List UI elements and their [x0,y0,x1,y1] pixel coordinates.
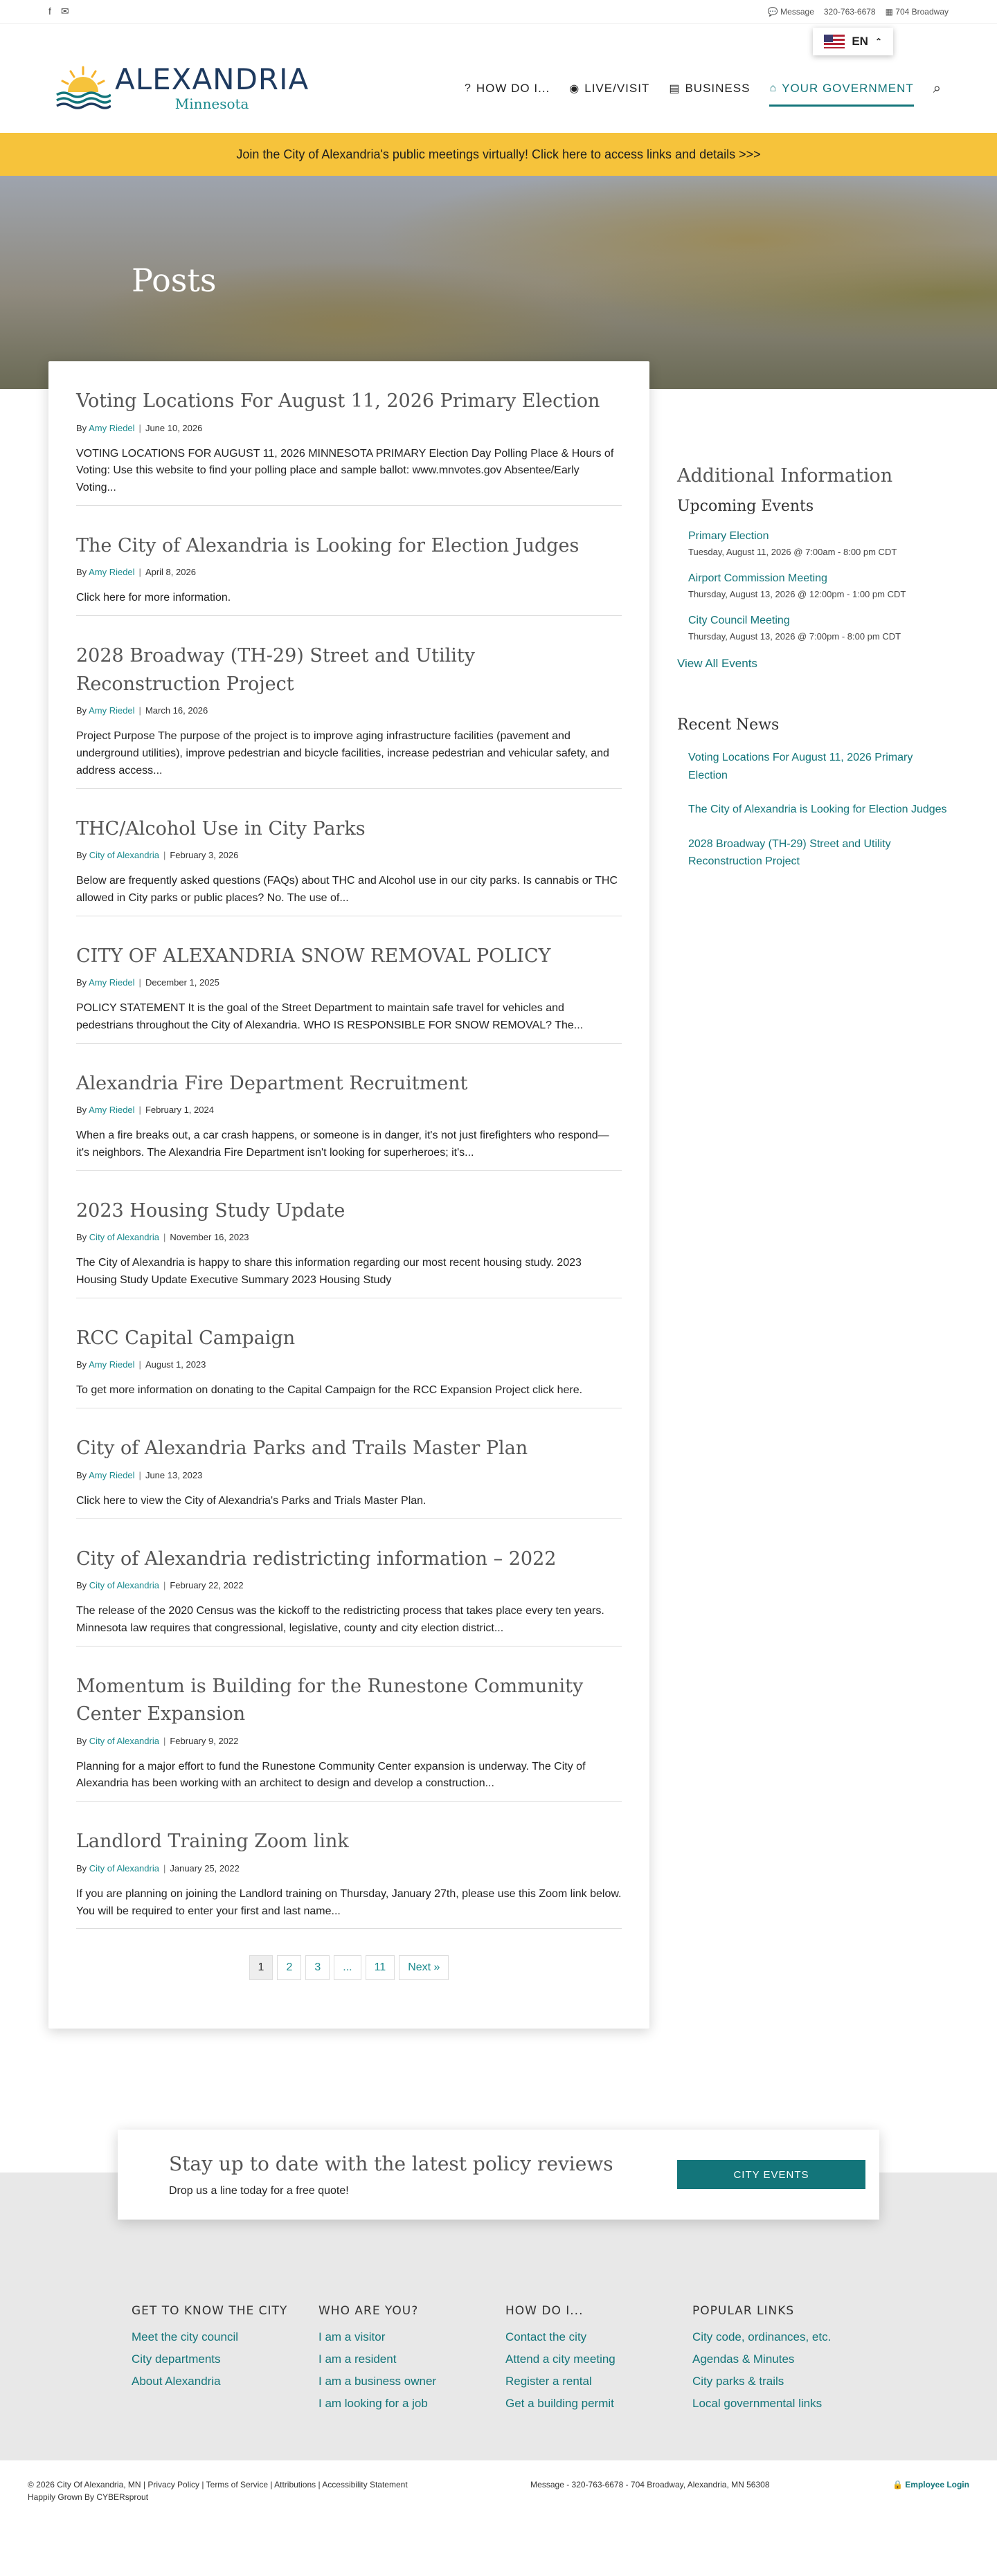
bottom-bar [0,2460,997,2525]
nav-business[interactable] [669,71,750,107]
building-icon: ▤ [669,83,681,95]
footer-column [318,2304,492,2419]
by-label: By [76,977,87,988]
by-label: By [76,1232,87,1243]
posts-list [48,361,649,2029]
post-title-link[interactable]: City of Alexandria Parks and Trails Master Plan [76,1437,528,1460]
meta-separator: | [138,705,141,716]
footer-link[interactable]: City parks & trails [692,2375,784,2388]
footer-heading: POPULAR LINKS [692,2304,795,2319]
email-icon[interactable]: ✉ [60,6,69,17]
footer-link[interactable]: About Alexandria [132,2375,221,2388]
footer-contact: Message - 320-763-6678 - 704 Broadway, Alexandria, MN 56308 [530,2480,770,2490]
post-title-link[interactable]: RCC Capital Campaign [76,1327,296,1349]
by-label: By [76,705,87,716]
post-item [76,1070,622,1171]
us-flag-icon [824,35,845,48]
post-title-link[interactable]: The City of Alexandria is Looking for Election Judges [76,534,580,556]
post-meta [76,423,622,433]
by-label: By [76,567,87,578]
post-title-link[interactable]: Voting Locations For August 11, 2026 Primary Election [76,390,600,412]
nav-label: BUSINESS [685,82,751,95]
view-all-events-link[interactable]: View All Events [677,657,757,670]
post-title-link[interactable]: 2023 Housing Study Update [76,1199,345,1222]
message-label: Message [780,6,814,17]
event-date: Tuesday, August 11, 2026 @ 7:00am - 8:00 pm CDT [688,547,897,557]
post-meta [76,977,622,988]
post-author-link[interactable]: Amy Riedel [89,422,135,433]
post-excerpt: Below are frequently asked questions (FAQs) about THC and Alcohol use in our city parks. Is cannabis or THC allowed in City parks or public places? No. The use of... [76,875,618,904]
meta-separator: | [163,1735,166,1746]
post-title-link[interactable]: CITY OF ALEXANDRIA SNOW REMOVAL POLICY [76,945,551,967]
post-excerpt: Project Purpose The purpose of the project is to improve aging infrastructure facilities (pavement and underground utilities), improve pedestrian and bicycle facilities, increase pedestrian and vehicular safety, and address access... [76,730,609,777]
contact-info [768,7,949,17]
event-title-link[interactable]: City Council Meeting [688,615,790,626]
post-author-link[interactable]: City of Alexandria [89,1862,159,1874]
newsletter-subtitle: Drop us a line today for a free quote! [169,2184,349,2197]
events-heading: Upcoming Events [677,498,814,515]
social-links [48,6,69,17]
event-title-link[interactable]: Primary Election [688,530,769,542]
post-excerpt: The City of Alexandria is happy to share this information regarding our most recent housing study. 2023 Housing Study Update Executive Summary 2023 Housing Study [76,1257,582,1287]
sun-wave-logo-icon [55,64,111,113]
recent-news-link[interactable]: Voting Locations For August 11, 2026 Primary Election [688,752,913,781]
employee-login-link[interactable] [892,2480,969,2489]
post-excerpt: When a fire breaks out, a car crash happens, or someone is in danger, it's not just firefighters who respond—it's neighbors. The Alexandria Fire Department isn't looking for superheroes; it's... [76,1130,609,1159]
post-date: March 16, 2026 [145,705,208,716]
post-date: June 10, 2026 [145,422,203,433]
site-footer [0,2268,997,2460]
footer-link[interactable]: Meet the city council [132,2330,239,2344]
post-meta [76,705,622,716]
post-meta [76,1580,622,1590]
main-content [0,389,997,2029]
post-excerpt: If you are planning on joining the Landlord training on Thursday, January 27th, please use this Zoom link below. You will be required to enter your first and last name... [76,1887,622,1917]
post-excerpt: Planning for a major effort to fund the Runestone Community Center expansion is underway. The City of Alexandria has been working with an architect to design and develop a construction... [76,1760,586,1790]
post-author-link[interactable]: Amy Riedel [89,1105,135,1116]
post-meta [76,1863,622,1874]
event-date: Thursday, August 13, 2026 @ 12:00pm - 1:00 pm CDT [688,589,906,599]
post-author-link[interactable]: Amy Riedel [89,1469,135,1480]
footer-link[interactable]: City departments [132,2352,221,2366]
meta-separator: | [138,422,141,433]
language-selector[interactable] [813,28,893,55]
footer-heading: HOW DO I... [505,2304,584,2319]
post-author-link[interactable]: City of Alexandria [89,850,159,861]
post-item [76,532,622,616]
post-author-link[interactable]: City of Alexandria [89,1232,159,1243]
meta-separator: | [163,1862,166,1874]
newsletter-card [118,2130,879,2220]
recent-news-link[interactable]: 2028 Broadway (TH-29) Street and Utility Reconstruction Project [688,837,891,868]
pagination-ellipsis: ... [334,1955,361,1980]
compass-icon: ◉ [569,83,580,95]
legal-links: © 2026 City Of Alexandria, MN | Privacy Policy | Terms of Service | Attributions | Accessibility Statement [28,2480,408,2490]
nav-live-visit[interactable] [569,71,649,107]
newsletter-section [0,2130,997,2268]
post-item [76,943,622,1044]
post-meta [76,1232,622,1242]
footer-link[interactable]: Local governmental links [692,2397,823,2411]
city-events-button[interactable]: CITY EVENTS [677,2160,865,2189]
by-label: By [76,1469,87,1480]
nav-label: HOW DO I... [476,82,550,95]
post-date: April 8, 2026 [145,567,196,578]
footer-column [692,2304,865,2419]
meta-separator: | [163,1232,166,1243]
event-title-link[interactable]: Airport Commission Meeting [688,572,827,584]
post-meta [76,850,622,860]
address-link[interactable]: ▦ 704 Broadway [885,6,949,17]
post-date: December 1, 2025 [145,977,219,988]
footer-link[interactable]: Register a rental [505,2375,592,2388]
post-date: February 1, 2024 [145,1105,214,1116]
post-item [76,1545,622,1647]
footer-link[interactable]: I am a resident [318,2352,397,2366]
post-item [76,815,622,916]
newsletter-title: Stay up to date with the latest policy reviews [169,2152,613,2175]
post-item [76,388,622,506]
message-link[interactable]: 💬 Message [767,6,814,17]
post-author-link[interactable]: Amy Riedel [89,705,135,716]
post-meta [76,1359,622,1370]
meta-separator: | [138,1359,141,1370]
post-item [76,1673,622,1802]
pagination-link[interactable]: Next » [399,1955,449,1980]
by-label: By [76,1359,87,1370]
government-icon: ⌂ [769,82,778,94]
site-header [0,24,997,133]
post-author-link[interactable]: Amy Riedel [89,977,135,988]
nav-label: YOUR GOVERNMENT [782,82,914,95]
facebook-icon[interactable]: f [48,6,51,17]
footer-heading: GET TO KNOW THE CITY [132,2304,288,2319]
meetings-banner[interactable]: Join the City of Alexandria's public meetings virtually! Click here to access links and details >>> [0,133,997,176]
post-author-link[interactable]: City of Alexandria [89,1580,159,1591]
post-item [76,1435,622,1518]
footer-link[interactable]: I am looking for a job [318,2397,428,2411]
site-logo[interactable] [55,64,309,113]
footer-link[interactable]: Agendas & Minutes [692,2352,795,2366]
post-date: February 3, 2026 [170,850,239,861]
post-title-link[interactable]: Alexandria Fire Department Recruitment [76,1072,468,1094]
accessibility-link[interactable]: Accessibility Statement [322,2480,408,2490]
hero-image [0,176,997,389]
nav-your-government[interactable] [769,71,913,107]
by-label: By [76,1580,87,1591]
phone-link[interactable]: 320-763-6678 [823,6,876,17]
post-meta [76,1105,622,1115]
pagination-link[interactable]: 1 [249,1955,273,1980]
by-label: By [76,850,87,861]
language-label: EN [852,35,868,48]
post-meta [76,1470,622,1480]
post-title-link[interactable]: City of Alexandria redistricting information – 2022 [76,1548,557,1570]
post-author-link[interactable]: Amy Riedel [89,567,135,578]
post-date: June 13, 2023 [145,1469,203,1480]
post-title-link[interactable]: THC/Alcohol Use in City Parks [76,817,366,840]
lock-icon: 🔒 [892,2480,903,2490]
by-label: By [76,1862,87,1874]
pagination-link[interactable]: 2 [277,1955,301,1980]
post-item [76,642,622,788]
meta-separator: | [163,1580,166,1591]
pagination-link[interactable]: 11 [366,1955,395,1980]
employee-login-label: Employee Login [905,2480,969,2490]
post-excerpt: To get more information on donating to the Capital Campaign for the RCC Expansion Project click here. [76,1384,583,1397]
nav-label: LIVE/VISIT [584,82,650,95]
post-title-link[interactable]: Momentum is Building for the Runestone Community Center Expansion [76,1675,584,1725]
by-label: By [76,1105,87,1116]
footer-link[interactable]: Attend a city meeting [505,2352,616,2366]
chevron-up-icon: ⌃ [874,37,882,46]
copyright: © 2026 City Of Alexandria, MN [28,2480,141,2490]
footer-heading: WHO ARE YOU? [318,2304,419,2319]
post-title-link[interactable]: Landlord Training Zoom link [76,1831,349,1853]
footer-column [505,2304,679,2419]
post-date: November 16, 2023 [170,1232,249,1243]
event-item [688,572,947,599]
site-credit: Happily Grown By CYBERsprout [28,2492,149,2503]
by-label: By [76,422,87,433]
logo-name: ALEXANDRIA [115,62,309,96]
post-excerpt: VOTING LOCATIONS FOR AUGUST 11, 2026 MINNESOTA PRIMARY Election Day Polling Place & Hours of Voting: Use this website to find your polling place and sample ballot: www.mnvotes.gov Absentee/Early Voting... [76,447,614,494]
pagination [76,1955,622,1980]
event-item [688,615,947,642]
question-icon: ? [464,82,471,94]
footer-link[interactable]: I am a visitor [318,2330,386,2344]
meta-separator: | [138,567,141,578]
nav-how-do-i[interactable] [465,71,550,107]
recent-news-heading: Recent News [677,716,780,734]
page-title: Posts [132,262,217,299]
footer-link[interactable]: I am a business owner [318,2375,437,2388]
sidebar-heading: Additional Information [677,465,893,487]
post-item [76,1828,622,1929]
post-author-link[interactable]: City of Alexandria [89,1735,159,1746]
event-item [688,530,947,557]
post-date: February 9, 2022 [170,1735,239,1746]
main-nav [465,70,942,108]
logo-state: Minnesota [174,96,249,112]
attributions-link[interactable]: Attributions [274,2480,316,2490]
post-date: August 1, 2023 [145,1359,206,1370]
top-bar [0,0,997,24]
footer-link[interactable]: Get a building permit [505,2397,614,2411]
footer-column [132,2304,305,2419]
address-label: 704 Broadway [895,6,949,17]
post-title-link[interactable]: 2028 Broadway (TH-29) Street and Utility Reconstruction Project [76,645,476,695]
post-item [76,1197,622,1298]
meta-separator: | [138,1469,141,1480]
post-date: February 22, 2022 [170,1580,244,1591]
post-excerpt: Click here for more information. [76,592,231,604]
footer-link[interactable]: City code, ordinances, etc. [692,2330,832,2344]
pagination-link[interactable]: 3 [305,1955,330,1980]
meta-separator: | [163,850,166,861]
sidebar [677,389,947,2029]
post-excerpt: Click here to view the City of Alexandria's Parks and Trials Master Plan. [76,1494,426,1507]
post-author-link[interactable]: Amy Riedel [89,1359,135,1370]
search-button[interactable] [933,70,942,108]
meta-separator: | [138,977,141,988]
footer-link[interactable]: Contact the city [505,2330,587,2344]
post-excerpt: POLICY STATEMENT It is the goal of the Street Department to maintain safe travel for vehicles and pedestrians throughout the City of Alexandria. WHO IS RESPONSIBLE FOR SNOW REMOVAL? The... [76,1002,584,1031]
meta-separator: | [138,1105,141,1116]
post-meta [76,1736,622,1746]
post-date: January 25, 2022 [170,1862,240,1874]
privacy-policy-link[interactable]: Privacy Policy [147,2480,200,2490]
post-excerpt: The release of the 2020 Census was the kickoff to the redistricting process that takes place every ten years. Minnesota law requires that congressional, legislative, county and city election district... [76,1605,604,1634]
event-date: Thursday, August 13, 2026 @ 7:00pm - 8:00 pm CDT [688,631,901,642]
recent-news-link[interactable]: The City of Alexandria is Looking for Election Judges [688,804,947,816]
post-item [76,1325,622,1408]
by-label: By [76,1735,87,1746]
search-icon: ⌕ [933,80,942,96]
terms-link[interactable]: Terms of Service [206,2480,268,2490]
post-meta [76,567,622,577]
